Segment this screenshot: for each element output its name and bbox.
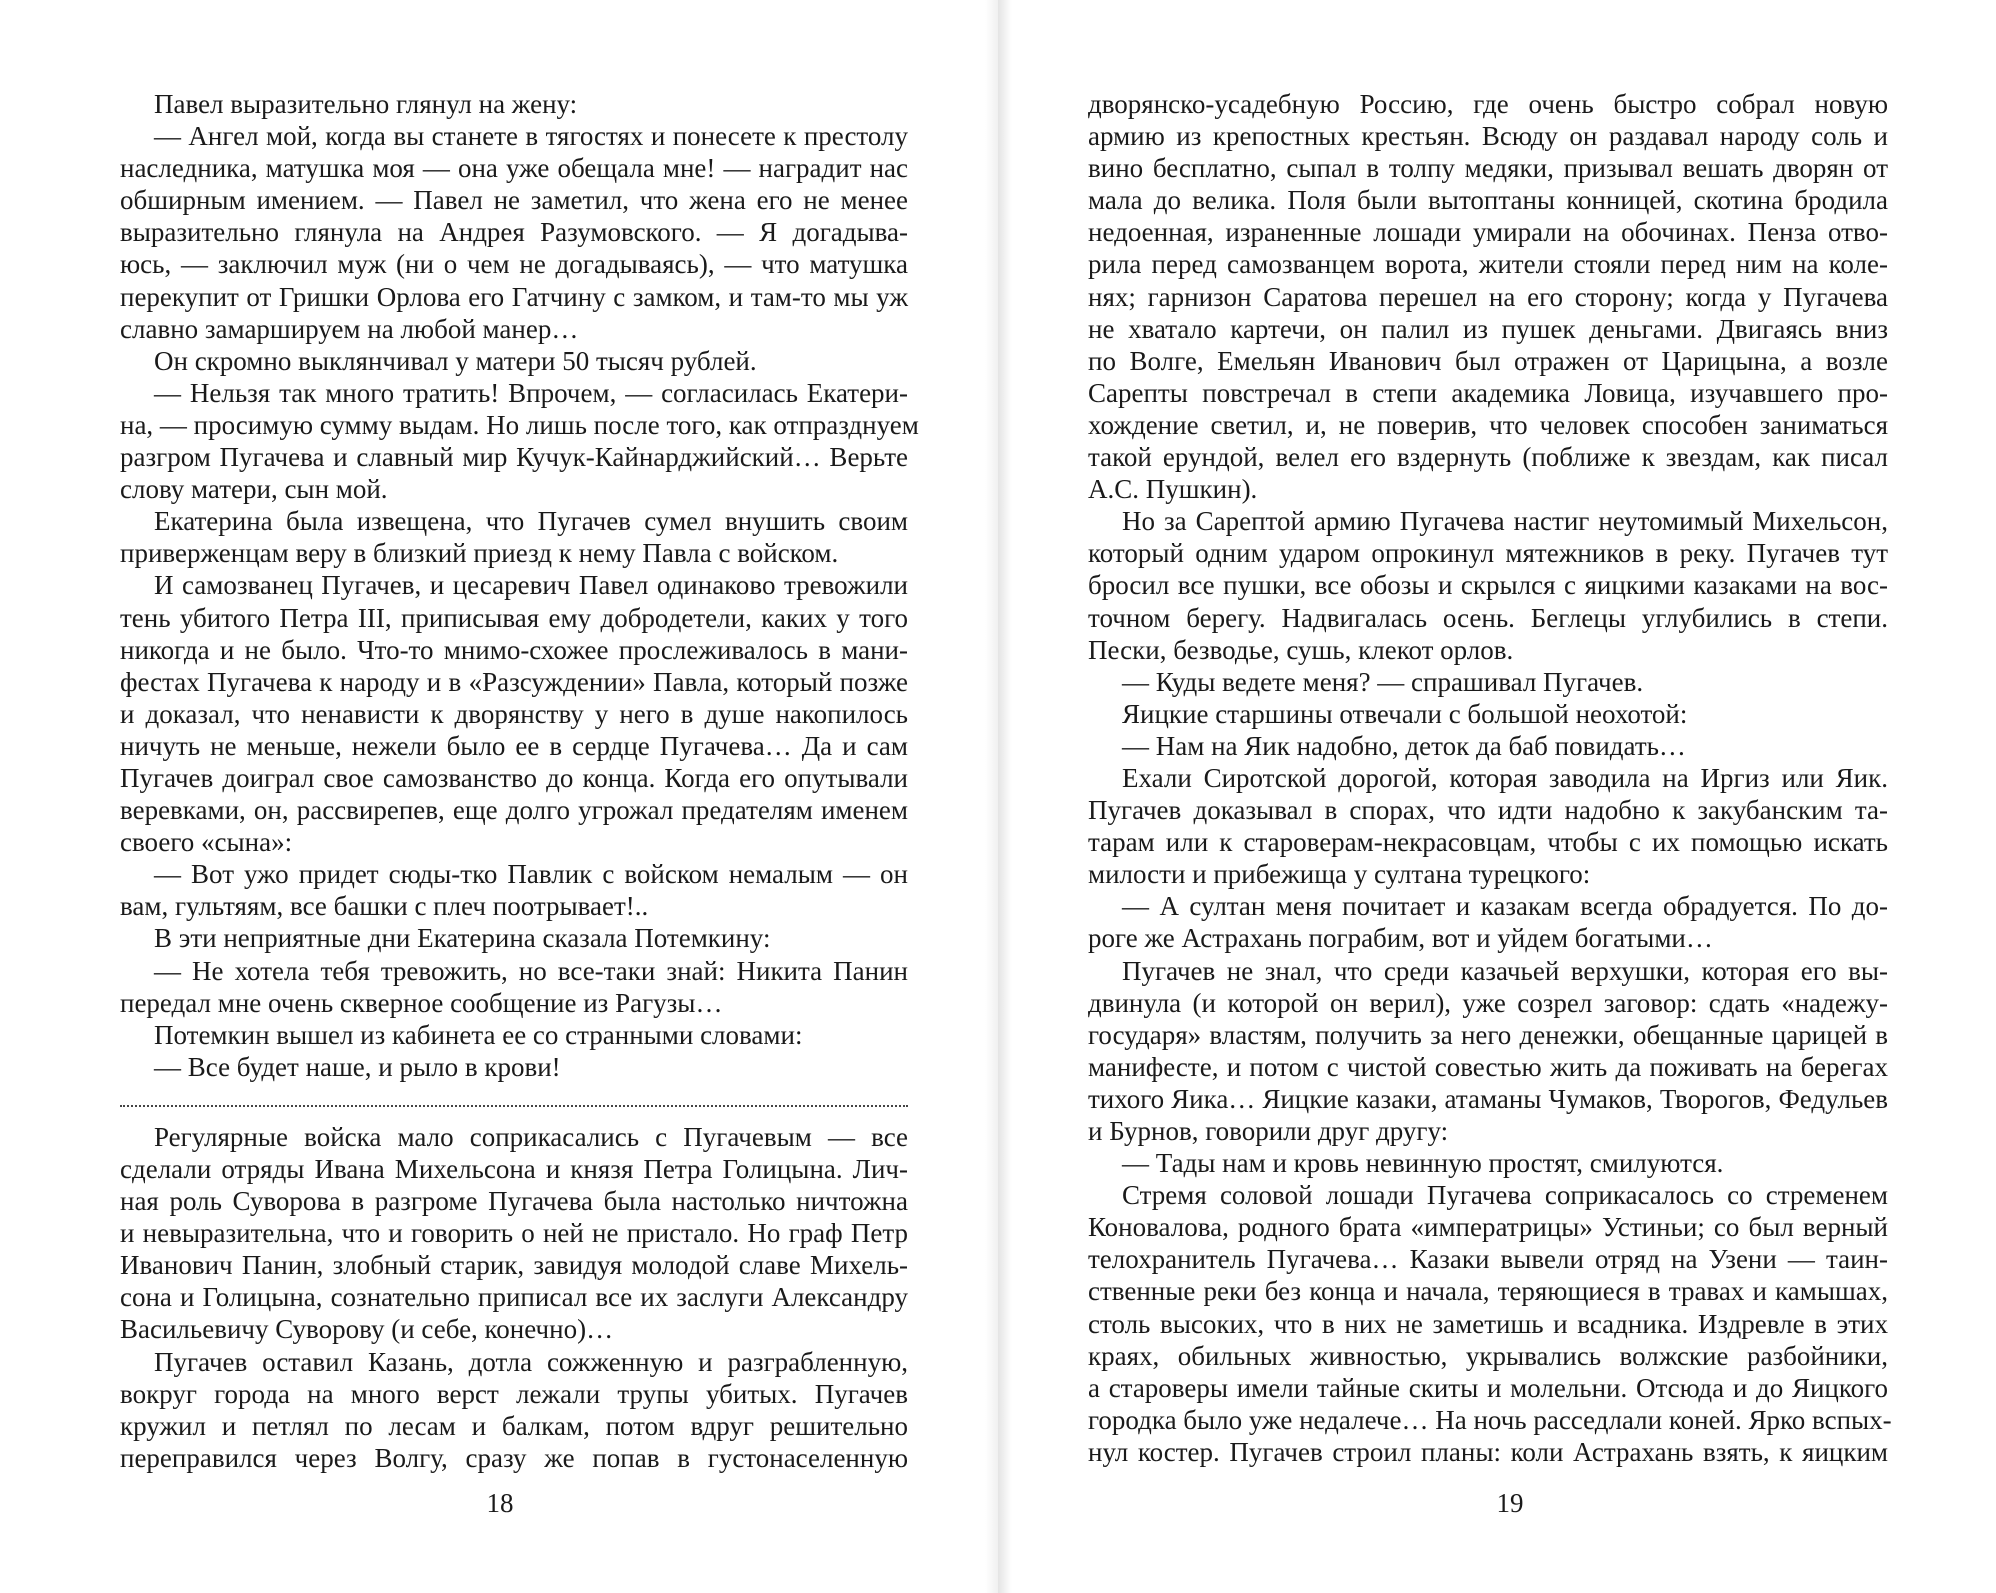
text-line: вокруг города на много верст лежали трупы убитых. Пугачев xyxy=(120,1378,908,1409)
text-line: сона и Голицына, сознательно приписал все их заслуги Александру xyxy=(120,1282,908,1313)
text-line: Яицкие старшины отвечали с большой неохотой: xyxy=(1122,698,1688,729)
right-page-text xyxy=(1088,88,1892,1468)
text-line: вам, гультяям, все башки с плеч поотрывает!.. xyxy=(120,891,649,922)
text-line: Сарепты повстречал в степи академика Ловица, изучавшего про- xyxy=(1088,377,1888,408)
text-line: двинула (и которой он верил), уже созрел заговор: сдать «надежу- xyxy=(1088,987,1888,1018)
right-section xyxy=(1088,88,1892,1468)
text-line: дворянско-усадебную Россию, где очень быстро собрал новую xyxy=(1088,89,1888,119)
right-page xyxy=(998,0,1996,1593)
text-line: а староверы имели тайные скиты и молельни. Отсюда и до Яицкого xyxy=(1088,1372,1888,1403)
text-line: веревками, он, рассвирепев, еще долго угрожал предателям именем xyxy=(120,795,908,826)
text-line: роге же Астрахань пограбим, вот и уйдем богатыми… xyxy=(1088,923,1713,954)
text-line: вино бесплатно, сыпал в толпу медяки, призывал вешать дворян от xyxy=(1088,153,1888,184)
text-line: хождение светил, и, не поверив, что человек способен заниматься xyxy=(1088,409,1888,440)
text-line: государя» властям, получить за него денежки, обещанные царицей в xyxy=(1088,1019,1888,1050)
text-line: недоенная, израненные лошади умирали на обочинах. Пенза отво- xyxy=(1088,217,1888,248)
text-line: — Нам на Яик надобно, деток да баб повидать… xyxy=(1122,730,1686,761)
text-line: нул костер. Пугачев строил планы: коли Астрахань взять, к яицким xyxy=(1088,1436,1888,1467)
text-line: никогда и не было. Что-то мнимо-схожее прослеживалось в мани- xyxy=(120,634,908,665)
text-line: перекупит от Гришки Орлова его Гатчину с замком, и там-то мы уж xyxy=(120,281,908,312)
text-line: ничуть не меньше, нежели было ее в сердце Пугачева… Да и сам xyxy=(120,730,908,761)
text-line: Пугачев не знал, что среди казачьей верхушки, которая его вы- xyxy=(1122,955,1888,986)
text-line: выразительно глянула на Андрея Разумовского. — Я догадыва- xyxy=(120,217,908,248)
text-line: на, — просимую сумму выдам. Но лишь после того, как отпразднуем xyxy=(120,409,919,440)
text-line: Коновалова, родного брата «императрицы» Устиньи; со был верный xyxy=(1088,1212,1888,1243)
text-line: И самозванец Пугачев, и цесаревич Павел одинаково тревожили xyxy=(154,570,908,601)
text-line: и невыразительна, что и говорить о ней не пристало. Но граф Петр xyxy=(120,1218,908,1249)
text-line: бросил все пушки, все обозы и скрылся с яицкими казаками на вос- xyxy=(1088,570,1888,601)
text-line: не хватало картечи, он палил из пушек деньгами. Двигаясь вниз xyxy=(1088,313,1888,344)
text-line: кружил и петлял по лесам и балкам, потом вдруг решительно xyxy=(120,1410,908,1441)
page-number-left: 18 xyxy=(486,1488,514,1518)
text-line: славно замаршируем на любой манер… xyxy=(120,313,579,344)
text-line: Стремя соловой лошади Пугачева соприкасалось со стременем xyxy=(1122,1180,1888,1211)
text-line: мала до велика. Поля были вытоптаны конницей, скотина бродила xyxy=(1088,185,1888,216)
gutter-shadow xyxy=(985,0,1011,1593)
text-line: тарам или к староверам-некрасовцам, чтобы с их помощью искать xyxy=(1088,827,1888,858)
text-line: обширным имением. — Павел не заметил, что жена его не менее xyxy=(120,185,908,216)
text-line: телохранитель Пугачева… Казаки вывели отряд на Узени — таин- xyxy=(1088,1244,1888,1275)
text-line: манифесте, и потом с чистой совестью жить да поживать на берегах xyxy=(1088,1051,1888,1082)
text-line: нях; гарнизон Саратова перешел на его сторону; когда у Пугачева xyxy=(1088,281,1888,312)
text-line: такой ерундой, велел его вздернуть (поближе к звездам, как писал xyxy=(1088,442,1888,473)
text-line: Екатерина была извещена, что Пугачев сумел внушить своим xyxy=(154,506,908,537)
left-section-1 xyxy=(120,88,919,1083)
text-line: — Куды ведете меня? — спрашивал Пугачев. xyxy=(1122,666,1644,697)
text-line: городка было уже недалече… На ночь расседлали коней. Ярко вспых- xyxy=(1088,1404,1892,1435)
text-line: — Ангел мой, когда вы станете в тягостях и понесете к престолу xyxy=(154,121,908,152)
text-line: Но за Сарептой армию Пугачева настиг неутомимый Михельсон, xyxy=(1122,506,1888,537)
text-line: армию из крепостных крестьян. Всюду он раздавал народу соль и xyxy=(1088,121,1888,152)
text-line: ственные реки без конца и начала, теряющиеся в травах и камышах, xyxy=(1088,1276,1888,1307)
text-line: и Бурнов, говорили друг другу: xyxy=(1088,1116,1449,1146)
text-line: Он скромно выклянчивал у матери 50 тысяч рублей. xyxy=(154,345,757,376)
text-line: столь высоких, что в них не заметишь и всадника. Издревле в этих xyxy=(1088,1308,1888,1339)
text-line: рила перед самозванцем ворота, жители стояли перед ним на коле- xyxy=(1088,249,1888,280)
text-line: — А султан меня почитает и казакам всегда обрадуется. По до- xyxy=(1122,891,1888,922)
text-line: сделали отряды Ивана Михельсона и князя Петра Голицына. Лич- xyxy=(120,1154,908,1184)
text-line: Иванович Панин, злобный старик, завидуя молодой славе Михель- xyxy=(120,1250,908,1281)
text-line: передал мне очень скверное сообщение из Рагузы… xyxy=(120,987,723,1018)
text-line: который одним ударом опрокинул мятежников в реку. Пугачев тут xyxy=(1088,538,1888,569)
text-line: точном берегу. Надвигалась осень. Беглецы углубились в степи. xyxy=(1088,602,1888,633)
text-line: по Волге, Емельян Иванович был отражен от Царицына, а возле xyxy=(1088,345,1888,376)
text-line: фестах Пугачева к народу и в «Разсуждении» Павла, который позже xyxy=(120,666,908,697)
text-line: — Не хотела тебя тревожить, но все-таки знай: Никита Панин xyxy=(154,955,908,986)
text-line: разгром Пугачева и славный мир Кучук-Кайнарджийский… Верьте xyxy=(120,442,908,473)
section-separator xyxy=(120,1105,908,1108)
text-line: В эти неприятные дни Екатерина сказала Потемкину: xyxy=(154,923,771,954)
text-line: Пугачев доказывал в спорах, что идти надобно к закубанским та- xyxy=(1088,795,1888,826)
text-line: — Тады нам и кровь невинную простят, смилуются. xyxy=(1122,1148,1724,1179)
left-section-2 xyxy=(120,1121,908,1474)
text-line: Пугачев доиграл свое самозванство до конца. Когда его опутывали xyxy=(120,762,908,793)
text-line: милости и прибежища у султана турецкого: xyxy=(1088,859,1591,890)
text-line: ная роль Суворова в разгроме Пугачева была настолько ничтожна xyxy=(120,1186,908,1217)
text-line: Васильевичу Суворову (и себе, конечно)… xyxy=(120,1314,614,1345)
text-line: Пески, безводье, сушь, клекот орлов. xyxy=(1088,634,1514,665)
text-line: своего «сына»: xyxy=(120,827,293,858)
text-line: юсь, — заключил муж (ни о чем не догадываясь), — что матушка xyxy=(120,249,908,280)
page-number-right: 19 xyxy=(1496,1488,1524,1518)
text-line: тихого Яика… Яицкие казаки, атаманы Чумаков, Творогов, Федульев xyxy=(1088,1083,1888,1114)
text-line: А.С. Пушкин). xyxy=(1088,474,1258,505)
text-line: Ехали Сиротской дорогой, которая заводила на Иргиз или Яик. xyxy=(1122,762,1888,793)
text-line: — Все будет наше, и рыло в крови! xyxy=(154,1051,561,1082)
text-line: краях, обильных живностью, укрывались волжские разбойники, xyxy=(1088,1340,1888,1371)
text-line: приверженцам веру в близкий приезд к нему Павла с войском. xyxy=(120,538,839,569)
text-line: наследника, матушка моя — она уже обещала мне! — наградит нас xyxy=(120,153,908,184)
text-line: — Вот ужо придет сюды-тко Павлик с войском немалым — он xyxy=(154,859,908,890)
text-line: и доказал, что ненависти к дворянству у него в душе накопилось xyxy=(120,698,908,729)
text-line: переправился через Волгу, сразу же попав в густонаселенную xyxy=(120,1442,908,1473)
text-line: Потемкин вышел из кабинета ее со странными словами: xyxy=(154,1019,803,1050)
text-line: слову матери, сын мой. xyxy=(120,474,388,505)
text-line: Регулярные войска мало соприкасались с Пугачевым — все xyxy=(154,1121,908,1152)
text-line: Павел выразительно глянул на жену: xyxy=(154,89,578,119)
text-line: Пугачев оставил Казань, дотла сожженную и разграбленную, xyxy=(154,1346,908,1377)
text-line: тень убитого Петра III, приписывая ему добродетели, каких у того xyxy=(120,602,908,633)
left-page-text xyxy=(120,88,919,1474)
text-line: — Нельзя так много тратить! Впрочем, — согласилась Екатери- xyxy=(154,377,908,408)
